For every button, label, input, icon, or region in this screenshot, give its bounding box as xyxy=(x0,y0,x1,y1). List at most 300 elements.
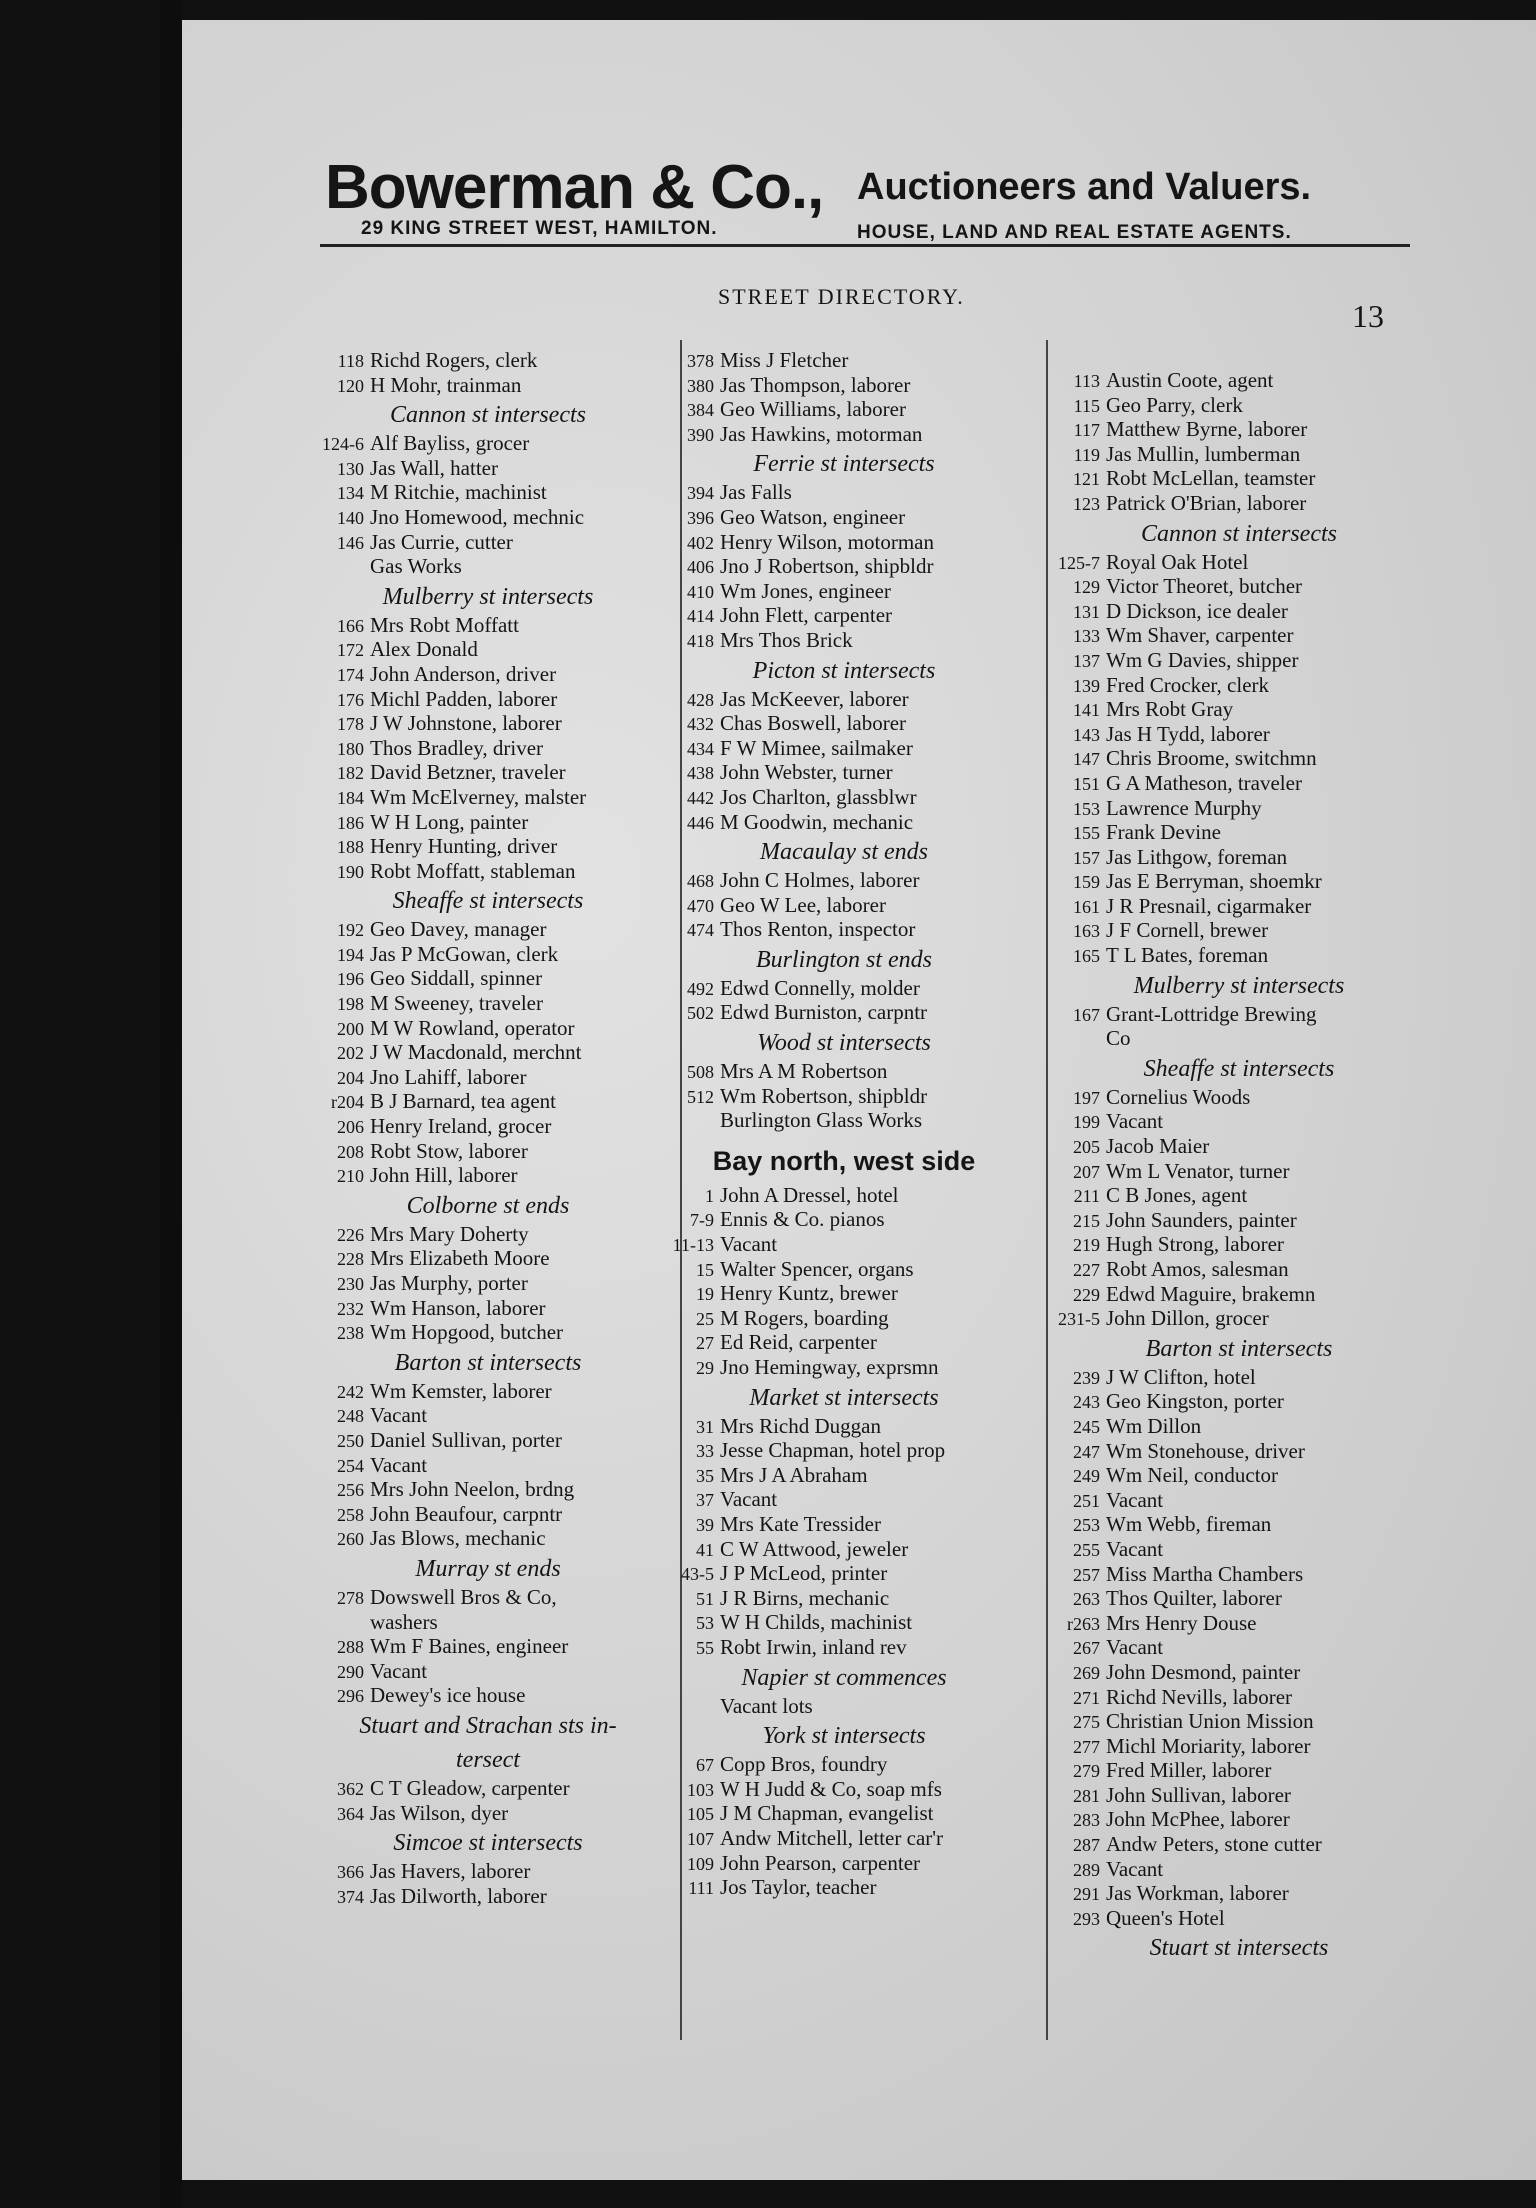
house-number: 39 xyxy=(696,1514,714,1535)
resident-name: John Hill, laborer xyxy=(370,1163,518,1188)
trade-subtitle: HOUSE, LAND AND REAL ESTATE AGENTS. xyxy=(857,222,1292,243)
house-number: 151 xyxy=(1073,773,1100,794)
house-number: 205 xyxy=(1073,1137,1100,1158)
house-number: r263 xyxy=(1067,1613,1100,1634)
directory-entry xyxy=(318,662,658,687)
house-number: 278 xyxy=(337,1587,364,1608)
directory-entry xyxy=(1054,1881,1424,1906)
house-number: 394 xyxy=(687,483,714,504)
house-number: 374 xyxy=(337,1886,364,1907)
resident-name: Dewey's ice house xyxy=(370,1683,526,1708)
resident-name: Mrs Robt Moffatt xyxy=(370,612,519,637)
directory-entry xyxy=(1054,1611,1424,1636)
resident-name: Christian Union Mission xyxy=(1106,1709,1314,1734)
resident-name: Richd Nevills, laborer xyxy=(1106,1684,1293,1709)
house-number: 117 xyxy=(1073,420,1100,441)
house-number: 293 xyxy=(1073,1908,1100,1929)
resident-name: Chris Broome, switchmn xyxy=(1106,746,1317,771)
resident-name: Geo Kingston, porter xyxy=(1106,1389,1284,1414)
resident-name: Wm Hopgood, butcher xyxy=(370,1320,564,1345)
directory-entry xyxy=(668,1777,1020,1802)
resident-name: Jas Lithgow, foreman xyxy=(1106,844,1288,869)
house-number: 188 xyxy=(337,837,364,858)
resident-name: W H Judd & Co, soap mfs xyxy=(720,1776,942,1801)
resident-name: Royal Oak Hotel xyxy=(1106,549,1249,574)
firm-name: Bowerman & Co., xyxy=(325,153,824,222)
directory-entry xyxy=(1054,1857,1424,1882)
house-number: 253 xyxy=(1073,1515,1100,1536)
house-number: 248 xyxy=(337,1406,364,1427)
house-number: 123 xyxy=(1073,493,1100,514)
resident-name: Vacant xyxy=(370,1452,428,1477)
house-number: 125-7 xyxy=(1058,552,1100,573)
directory-entry xyxy=(1054,1389,1424,1414)
directory-entry xyxy=(668,711,1020,736)
house-number: 229 xyxy=(1073,1284,1100,1305)
directory-entry xyxy=(1054,1439,1424,1464)
directory-entry xyxy=(1054,466,1424,491)
resident-name: Vacant xyxy=(1106,1109,1164,1134)
directory-column-2 xyxy=(668,348,1020,1900)
resident-name: Michl Padden, laborer xyxy=(370,686,558,711)
directory-entry xyxy=(668,1635,1020,1660)
house-number: 254 xyxy=(337,1455,364,1476)
house-number: 245 xyxy=(1073,1416,1100,1437)
directory-entry xyxy=(318,1089,658,1114)
house-number: 508 xyxy=(687,1062,714,1083)
house-number: 227 xyxy=(1073,1260,1100,1280)
resident-name: Jesse Chapman, hotel prop xyxy=(720,1438,946,1463)
directory-entry xyxy=(668,1306,1020,1331)
house-number: 230 xyxy=(337,1274,364,1294)
directory-entry xyxy=(1054,550,1424,575)
resident-name: Wm F Baines, engineer xyxy=(370,1634,569,1659)
directory-entry xyxy=(318,760,658,785)
directory-entry xyxy=(318,1163,658,1188)
directory-entry xyxy=(318,859,658,884)
resident-name: Vacant xyxy=(370,1403,428,1428)
house-number: 1 xyxy=(705,1185,714,1206)
house-number: 468 xyxy=(687,871,714,892)
resident-name: Jas Blows, mechanic xyxy=(370,1526,546,1551)
directory-entry xyxy=(668,1207,1020,1232)
house-number: 131 xyxy=(1073,601,1100,622)
directory-entry xyxy=(1054,1537,1424,1562)
directory-entry xyxy=(668,1355,1020,1380)
house-number: 255 xyxy=(1073,1539,1100,1560)
resident-name: Geo Parry, clerk xyxy=(1106,392,1243,417)
house-number: 199 xyxy=(1073,1112,1100,1133)
directory-entry xyxy=(668,760,1020,785)
house-number: 120 xyxy=(337,375,364,396)
house-number: 251 xyxy=(1073,1490,1100,1511)
house-number: 200 xyxy=(337,1018,364,1039)
directory-entry xyxy=(318,530,658,555)
resident-name: Wm Kemster, laborer xyxy=(370,1378,552,1403)
resident-name: Jno Homewood, mechnic xyxy=(370,504,585,529)
resident-name: Robt Irwin, inland rev xyxy=(720,1634,907,1659)
resident-name: Vacant xyxy=(370,1658,428,1683)
directory-entry xyxy=(318,1859,658,1884)
resident-name: Henry Hunting, driver xyxy=(370,834,558,859)
directory-entry xyxy=(1054,746,1424,771)
resident-name: Vacant xyxy=(720,1232,778,1257)
cross-street-heading: Ferrie st intersects xyxy=(753,451,935,478)
resident-name: M Sweeney, traveler xyxy=(370,991,543,1016)
directory-entry xyxy=(668,1463,1020,1488)
house-number: 219 xyxy=(1073,1235,1100,1256)
resident-name: Walter Spencer, organs xyxy=(720,1256,914,1281)
resident-name: Robt Moffatt, stableman xyxy=(370,858,576,883)
directory-entry xyxy=(668,1281,1020,1306)
resident-name: Daniel Sullivan, porter xyxy=(370,1427,562,1452)
house-number: 15 xyxy=(696,1259,714,1280)
house-number: 474 xyxy=(687,920,714,941)
resident-name: Vacant xyxy=(720,1487,778,1512)
cross-street-heading: Wood st intersects xyxy=(757,1030,931,1057)
house-number: 129 xyxy=(1073,577,1100,598)
directory-entry xyxy=(668,785,1020,810)
directory-entry xyxy=(318,1801,658,1826)
resident-name: T L Bates, foreman xyxy=(1106,943,1269,968)
house-number: 238 xyxy=(337,1323,364,1344)
directory-entry xyxy=(318,505,658,530)
house-number: 206 xyxy=(337,1117,364,1138)
directory-entry xyxy=(1054,869,1424,894)
running-head: STREET DIRECTORY. xyxy=(718,284,965,309)
resident-name: John Desmond, painter xyxy=(1106,1659,1301,1684)
house-number: 434 xyxy=(687,738,714,759)
house-number: 249 xyxy=(1073,1466,1100,1487)
directory-entry xyxy=(318,785,658,810)
resident-name: Henry Kuntz, brewer xyxy=(720,1281,898,1306)
directory-entry xyxy=(318,1634,658,1659)
resident-name: Edwd Maguire, brakemn xyxy=(1106,1281,1316,1306)
directory-entry xyxy=(668,373,1020,398)
directory-entry xyxy=(1054,1709,1424,1734)
resident-name: D Dickson, ice dealer xyxy=(1106,598,1288,623)
house-number: 194 xyxy=(337,944,364,965)
directory-entry xyxy=(668,810,1020,835)
directory-entry xyxy=(668,579,1020,604)
resident-name: Patrick O'Brian, laborer xyxy=(1106,490,1307,515)
directory-entry xyxy=(1054,1488,1424,1513)
directory-entry xyxy=(668,348,1020,373)
house-number: 269 xyxy=(1073,1662,1100,1683)
resident-name: Jno J Robertson, shipbldr xyxy=(720,554,934,579)
house-number: 153 xyxy=(1073,798,1100,819)
directory-entry xyxy=(318,1246,658,1271)
resident-name: Thos Quilter, laborer xyxy=(1106,1586,1282,1611)
resident-name: Vacant xyxy=(1106,1536,1164,1561)
resident-name: Vacant xyxy=(1106,1487,1164,1512)
resident-name: Dowswell Bros & Co, xyxy=(370,1584,557,1609)
directory-entry xyxy=(668,917,1020,942)
resident-name: Richd Rogers, clerk xyxy=(370,348,538,372)
directory-entry xyxy=(1054,943,1424,968)
directory-entry xyxy=(668,1752,1020,1777)
house-number: 243 xyxy=(1073,1392,1100,1413)
resident-name: Jno Lahiff, laborer xyxy=(370,1064,527,1089)
house-number: 155 xyxy=(1073,823,1100,844)
resident-name: John Anderson, driver xyxy=(370,661,557,686)
directory-entry xyxy=(668,976,1020,1001)
house-number: 291 xyxy=(1073,1884,1100,1905)
house-number: 378 xyxy=(687,351,714,371)
house-number: 67 xyxy=(696,1755,714,1776)
resident-name: Ennis & Co. pianos xyxy=(720,1207,885,1232)
resident-name: Alex Donald xyxy=(370,637,478,662)
resident-name: Thos Bradley, driver xyxy=(370,735,544,760)
directory-entry xyxy=(1054,1085,1424,1110)
directory-entry xyxy=(1054,918,1424,943)
directory-entry xyxy=(318,1502,658,1527)
house-number: 207 xyxy=(1073,1161,1100,1182)
house-number: 118 xyxy=(337,351,364,371)
directory-entry xyxy=(318,1296,658,1321)
entry-continuation: Burlington Glass Works xyxy=(720,1108,923,1133)
resident-name: Wm Dillon xyxy=(1106,1413,1202,1438)
resident-name: Thos Renton, inspector xyxy=(720,917,916,942)
house-number: 166 xyxy=(337,615,364,636)
resident-name: J M Chapman, evangelist xyxy=(720,1801,934,1826)
resident-name: John Flett, carpenter xyxy=(720,603,893,628)
resident-name: J R Presnail, cigarmaker xyxy=(1106,893,1312,918)
directory-entry xyxy=(668,480,1020,505)
directory-entry xyxy=(668,1438,1020,1463)
directory-entry xyxy=(668,1586,1020,1611)
house-number: 111 xyxy=(688,1878,714,1899)
house-number: 55 xyxy=(696,1637,714,1658)
resident-name: Queen's Hotel xyxy=(1106,1905,1225,1930)
house-number: 281 xyxy=(1073,1785,1100,1806)
house-number: 113 xyxy=(1073,371,1100,391)
directory-entry xyxy=(318,456,658,481)
directory-entry xyxy=(318,1477,658,1502)
directory-entry xyxy=(668,422,1020,447)
directory-entry xyxy=(1054,1463,1424,1488)
resident-name: M W Rowland, operator xyxy=(370,1015,575,1040)
house-number: 231-5 xyxy=(1058,1309,1100,1330)
resident-name: Geo W Lee, laborer xyxy=(720,892,886,917)
resident-name: C W Attwood, jeweler xyxy=(720,1536,909,1561)
resident-name: Jas Workman, laborer xyxy=(1106,1881,1289,1906)
house-number: 228 xyxy=(337,1249,364,1270)
entry-continuation: Co xyxy=(1106,1026,1131,1051)
resident-name: Mrs Elizabeth Moore xyxy=(370,1246,550,1271)
house-number: 190 xyxy=(337,861,364,882)
resident-name: J W Clifton, hotel xyxy=(1106,1364,1256,1389)
house-number: 204 xyxy=(337,1067,364,1088)
directory-entry xyxy=(1054,1232,1424,1257)
directory-entry xyxy=(1054,1306,1424,1331)
house-number: 277 xyxy=(1073,1736,1100,1757)
resident-name: J F Cornell, brewer xyxy=(1106,918,1269,943)
house-number: 141 xyxy=(1073,700,1100,721)
directory-entry xyxy=(318,1320,658,1345)
cross-street-heading: Simcoe st intersects xyxy=(393,1830,583,1857)
directory-entry xyxy=(1054,393,1424,418)
resident-name: Miss Martha Chambers xyxy=(1106,1561,1304,1586)
resident-name: John McPhee, laborer xyxy=(1106,1807,1290,1832)
directory-entry xyxy=(668,868,1020,893)
directory-entry xyxy=(668,628,1020,653)
resident-name: W H Long, painter xyxy=(370,809,529,834)
directory-entry xyxy=(668,554,1020,579)
house-number: 414 xyxy=(687,606,714,627)
house-number: 29 xyxy=(696,1358,714,1378)
cross-street-heading: Barton st intersects xyxy=(1145,1335,1333,1362)
directory-entry xyxy=(1054,1134,1424,1159)
house-number: 33 xyxy=(696,1441,714,1462)
resident-name: Jas Currie, cutter xyxy=(370,529,513,554)
house-number: 172 xyxy=(337,640,364,661)
house-number: 250 xyxy=(337,1430,364,1451)
resident-name: Andw Mitchell, letter car'r xyxy=(720,1825,944,1850)
directory-entry xyxy=(668,1183,1020,1208)
directory-entry xyxy=(1054,1635,1424,1660)
house-number: 103 xyxy=(687,1779,714,1800)
house-number: 7-9 xyxy=(690,1210,714,1231)
directory-entry xyxy=(318,834,658,859)
resident-name: Vacant xyxy=(1106,1635,1164,1660)
resident-name: Wm Shaver, carpenter xyxy=(1106,623,1294,648)
resident-name: John Beaufour, carpntr xyxy=(370,1501,563,1526)
directory-entry xyxy=(318,348,658,373)
entry-continuation: Vacant lots xyxy=(720,1693,813,1718)
house-number: 184 xyxy=(337,787,364,808)
directory-entry xyxy=(668,530,1020,555)
directory-entry xyxy=(318,736,658,761)
resident-name: Mrs Mary Doherty xyxy=(370,1221,529,1246)
cross-street-heading: tersect xyxy=(456,1746,520,1773)
directory-entry xyxy=(1054,1365,1424,1390)
house-number: 119 xyxy=(1073,444,1100,465)
resident-name: J W Macdonald, merchnt xyxy=(370,1040,582,1065)
directory-entry xyxy=(1054,417,1424,442)
directory-entry xyxy=(668,1414,1020,1439)
directory-entry xyxy=(1054,1734,1424,1759)
cross-street-heading: Macaulay st ends xyxy=(760,839,928,866)
resident-name: Cornelius Woods xyxy=(1106,1084,1251,1109)
column-divider xyxy=(1046,340,1048,2040)
directory-entry xyxy=(318,637,658,662)
resident-name: H Mohr, trainman xyxy=(370,372,522,397)
house-number: 27 xyxy=(696,1333,714,1354)
cross-street-heading: Colborne st ends xyxy=(406,1192,570,1219)
house-number: 157 xyxy=(1073,847,1100,868)
house-number: 197 xyxy=(1073,1087,1100,1108)
resident-name: Jas Thompson, laborer xyxy=(720,372,911,397)
directory-entry xyxy=(668,1826,1020,1851)
advert-header xyxy=(325,152,1415,257)
house-number: 186 xyxy=(337,812,364,833)
resident-name: David Betzner, traveler xyxy=(370,760,566,785)
resident-name: Mrs Richd Duggan xyxy=(720,1413,881,1438)
cross-street-heading: Picton st intersects xyxy=(752,657,936,684)
resident-name: Jas Dilworth, laborer xyxy=(370,1883,547,1908)
resident-name: Wm Webb, fireman xyxy=(1106,1512,1272,1537)
house-number: 512 xyxy=(687,1086,714,1107)
resident-name: Jas McKeever, laborer xyxy=(720,686,909,711)
street-section-heading: Bay north, west side xyxy=(712,1145,976,1176)
directory-entry xyxy=(318,1114,658,1139)
house-number: 288 xyxy=(337,1637,364,1658)
page-number: 13 xyxy=(1352,298,1384,334)
resident-name: Mrs Robt Gray xyxy=(1106,697,1234,722)
resident-name: M Rogers, boarding xyxy=(720,1305,889,1330)
directory-entry xyxy=(1054,1257,1424,1282)
directory-entry xyxy=(318,613,658,638)
directory-entry xyxy=(318,1453,658,1478)
house-number: 410 xyxy=(687,581,714,602)
resident-name: Vacant xyxy=(1106,1856,1164,1881)
cross-street-heading: Sheaffe st intersects xyxy=(1143,1055,1335,1082)
house-number: 283 xyxy=(1073,1810,1100,1831)
resident-name: Wm L Venator, turner xyxy=(1106,1158,1290,1183)
house-number: 182 xyxy=(337,763,364,784)
house-number: 256 xyxy=(337,1480,364,1501)
directory-entry xyxy=(1054,771,1424,796)
resident-name: Jas Hawkins, motorman xyxy=(720,421,923,446)
directory-entry xyxy=(1054,1807,1424,1832)
house-number: 470 xyxy=(687,895,714,916)
resident-name: Copp Bros, foundry xyxy=(720,1752,888,1777)
directory-entry xyxy=(318,480,658,505)
trade-title: Auctioneers and Valuers. xyxy=(857,166,1312,208)
directory-entry xyxy=(668,1512,1020,1537)
cross-street-heading: Burlington st ends xyxy=(755,946,932,973)
directory-entry xyxy=(1054,1906,1424,1931)
resident-name: Grant-Lottridge Brewing xyxy=(1106,1001,1317,1026)
house-number: 215 xyxy=(1073,1210,1100,1231)
directory-entry xyxy=(318,810,658,835)
house-number: 53 xyxy=(696,1613,714,1634)
resident-name: Andw Peters, stone cutter xyxy=(1106,1832,1322,1857)
directory-entry xyxy=(318,1403,658,1428)
directory-entry xyxy=(318,1139,658,1164)
house-number: 239 xyxy=(1073,1367,1100,1388)
directory-entry xyxy=(1054,1586,1424,1611)
resident-name: Geo Davey, manager xyxy=(370,917,547,942)
house-number: 130 xyxy=(337,458,364,479)
directory-entry xyxy=(1054,1783,1424,1808)
resident-name: John Saunders, painter xyxy=(1106,1207,1297,1232)
house-number: 139 xyxy=(1073,675,1100,696)
house-number: 290 xyxy=(337,1661,364,1682)
directory-entry xyxy=(1054,1109,1424,1134)
house-number: 25 xyxy=(696,1308,714,1329)
directory-entry xyxy=(668,893,1020,918)
resident-name: Fred Crocker, clerk xyxy=(1106,672,1270,697)
house-number: 178 xyxy=(337,714,364,735)
book-spine xyxy=(160,0,182,2208)
house-number: 180 xyxy=(337,738,364,759)
resident-name: Frank Devine xyxy=(1106,820,1221,845)
house-number: 208 xyxy=(337,1141,364,1162)
directory-entry xyxy=(668,603,1020,628)
house-number: 137 xyxy=(1073,650,1100,671)
house-number: 161 xyxy=(1073,896,1100,917)
directory-entry xyxy=(668,1610,1020,1635)
house-number: 51 xyxy=(696,1588,714,1609)
house-number: 31 xyxy=(696,1416,714,1437)
directory-entry xyxy=(1054,673,1424,698)
house-number: 275 xyxy=(1073,1712,1100,1733)
directory-entry xyxy=(1054,1282,1424,1307)
cross-street-heading: Sheaffe st intersects xyxy=(392,888,584,915)
house-number: 115 xyxy=(1073,395,1100,416)
